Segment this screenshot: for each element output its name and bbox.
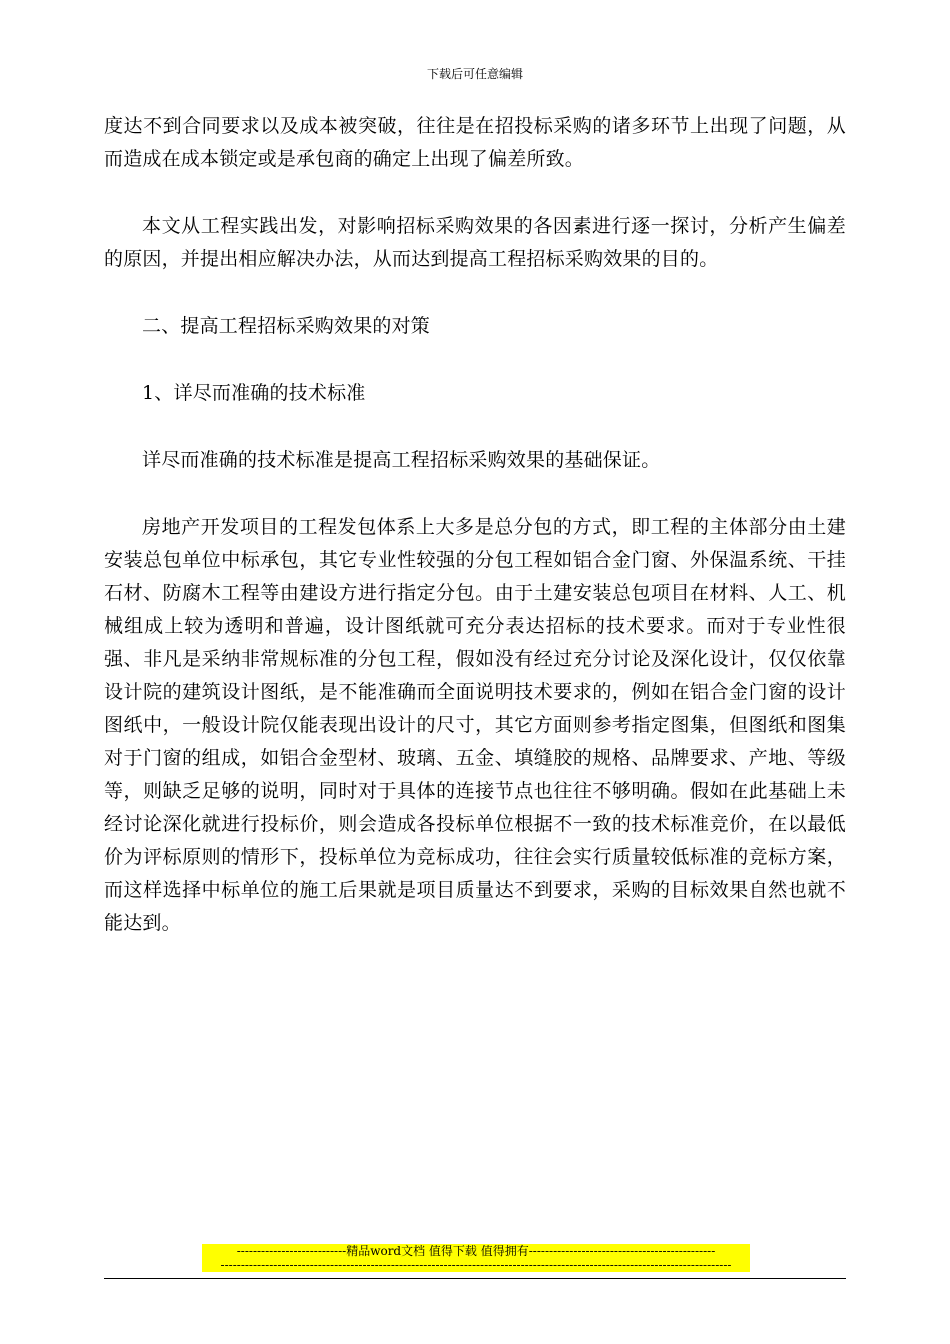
paragraph-continuation: 度达不到合同要求以及成本被突破，往往是在招投标采购的诸多环节上出现了问题，从而造成在成本锁定或是承包商的确定上出现了偏差所致。: [104, 115, 846, 170]
footer-banner-line1: ---------------------------精品word文档 值得下载 值得拥有----------------------------------------------: [236, 1244, 716, 1258]
subsection-heading: 1、详尽而准确的技术标准: [142, 382, 366, 404]
paragraph-summary: 详尽而准确的技术标准是提高工程招标采购效果的基础保证。: [142, 449, 661, 471]
footer-divider: [104, 1278, 846, 1279]
paragraph-intro: 本文从工程实践出发，对影响招标采购效果的各因素进行逐一探讨，分析产生偏差的原因，并提出相应解决办法，从而达到提高工程招标采购效果的目的。: [104, 215, 846, 270]
paragraph-detail: 房地产开发项目的工程发包体系上大多是总分包的方式，即工程的主体部分由土建安装总包单位中标承包，其它专业性较强的分包工程如铝合金门窗、外保温系统、干挂石材、防腐木工程等由建设方进行指定分包。由于土建安装总包项目在材料、人工、机械组成上较为透明和普遍，设计图纸就可充分表达招标的技术要求。而对于专业性很强、非凡是采纳非常规标准的分包工程，假如没有经过充分讨论及深化设计，仅仅依靠设计院的建筑设计图纸，是不能准确而全面说明技术要求的，例如在铝合金门窗的设计图纸中，一般设计院仅能表现出设计的尺寸，其它方面则参考指定图集，但图纸和图集对于门窗的组成，如铝合金型材、玻璃、五金、填缝胶的规格、品牌要求、产地、等级等，则缺乏足够的说明，同时对于具体的连接节点也往往不够明确。假如在此基础上未经讨论深化就进行投标价，则会造成各投标单位根据不一致的技术标准竞价，在以最低价为评标原则的情形下，投标单位为竞标成功，往往会实行质量较低标准的竞标方案，而这样选择中标单位的施工后果就是项目质量达不到要求，采购的目标效果自然也就不能达到。: [104, 516, 846, 934]
document-body: [104, 110, 846, 940]
footer-banner: [202, 1244, 750, 1272]
header-note: 下载后可任意编辑: [426, 67, 523, 81]
footer-banner-line2: ------------------------------------------------------------------------------------------------------------------------------: [220, 1258, 732, 1272]
section-heading: 二、提高工程招标采购效果的对策: [142, 315, 431, 337]
